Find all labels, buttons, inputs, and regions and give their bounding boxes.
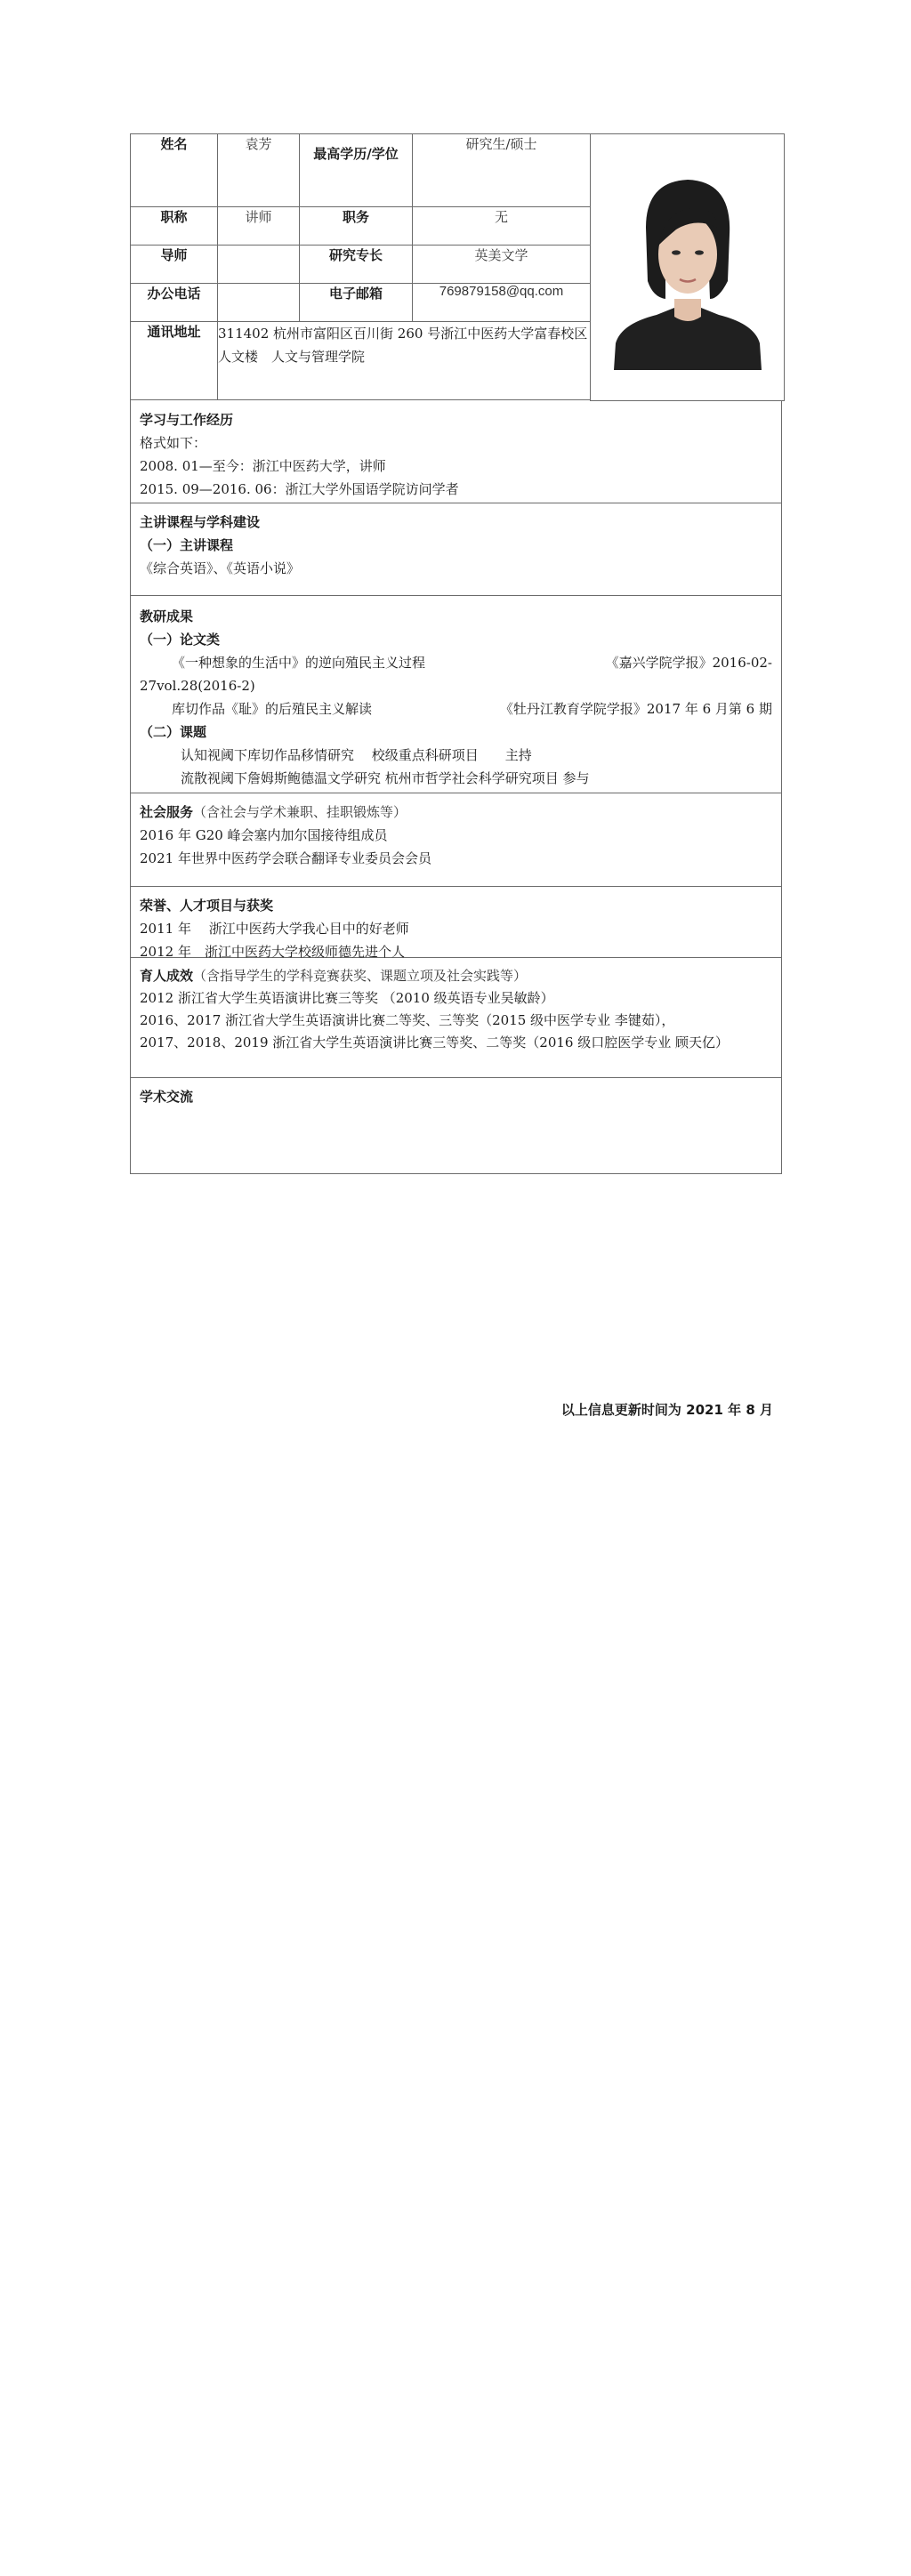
papers-subtitle: （一）论文类 — [140, 632, 221, 648]
name-label: 姓名 — [131, 134, 218, 207]
research-value: 英美文学 — [413, 246, 591, 284]
experience-title: 学习与工作经历 — [140, 412, 234, 428]
education-note: （含指导学生的学科竞赛获奖、课题立项及社会实践等） — [193, 968, 528, 984]
position-label: 职务 — [300, 207, 413, 246]
paper-journal: 《嘉兴学院学报》2016-02- — [605, 655, 772, 671]
experience-line: 格式如下： — [140, 435, 207, 451]
paper-journal: 《牡丹江教育学院学报》2017 年 6 月第 6 期 — [499, 701, 772, 717]
phone-label: 办公电话 — [131, 284, 218, 322]
project-item: 流散视阈下詹姆斯鲍德温文学研究 杭州市哲学社会科学研究项目 参与 — [181, 770, 590, 786]
service-title: 社会服务 — [140, 804, 194, 820]
research-results-title: 教研成果 — [140, 608, 194, 624]
education-section — [130, 958, 782, 1078]
project-item: 认知视阈下库切作品移情研究 校级重点科研项目 主持 — [181, 747, 532, 763]
exchange-title: 学术交流 — [140, 1089, 194, 1105]
paper-title: 库切作品《耻》的后殖民主义解读 — [172, 701, 373, 717]
name-value: 袁芳 — [218, 134, 300, 207]
title-value: 讲师 — [218, 207, 300, 246]
research-results-section — [130, 596, 782, 793]
address-label: 通讯地址 — [131, 322, 218, 400]
resume-sheet — [130, 133, 784, 1174]
portrait-photo — [591, 165, 784, 370]
paper-row — [140, 697, 772, 720]
courses-list: 《综合英语》、《英语小说》 — [140, 560, 301, 576]
email-value: 769879158@qq.com — [413, 284, 591, 322]
courses-section — [130, 503, 782, 596]
honor-line: 2012 年 浙江中医药大学校级师德先进个人 — [140, 944, 405, 960]
service-section — [130, 793, 782, 887]
update-note: 以上信息更新时间为 2021 年 8 月 — [560, 1402, 773, 1418]
paper-journal-continued: 27vol.28(2016-2) — [140, 678, 255, 694]
service-note: （含社会与学术兼职、挂职锻炼等） — [193, 804, 407, 820]
honor-line: 2011 年 浙江中医药大学我心目中的好老师 — [140, 921, 409, 937]
address-value: 311402 杭州市富阳区百川街 260 号浙江中医药大学富春校区人文楼 人文与管理学院 — [218, 322, 591, 400]
position-value: 无 — [413, 207, 591, 246]
projects-subtitle: （二）课题 — [140, 724, 207, 740]
experience-line: 2015. 09—2016. 06：浙江大学外国语学院访问学者 — [140, 481, 459, 497]
supervisor-value — [218, 246, 300, 284]
service-line: 2021 年世界中医药学会联合翻译专业委员会会员 — [140, 850, 431, 866]
experience-section — [130, 401, 782, 503]
honors-title: 荣誉、人才项目与获奖 — [140, 898, 274, 914]
experience-line: 2008. 01—至今：浙江中医药大学，讲师 — [140, 458, 386, 474]
research-label: 研究专长 — [300, 246, 413, 284]
title-label: 职称 — [131, 207, 218, 246]
honors-section — [130, 887, 782, 958]
courses-subtitle: （一）主讲课程 — [140, 537, 234, 553]
photo-cell — [591, 134, 785, 401]
education-line: 2017、2018、2019 浙江省大学生英语演讲比赛三等奖、二等奖（2016 级口腔医学专业 顾天亿） — [140, 1034, 730, 1051]
service-line: 2016 年 G20 峰会塞内加尔国接待组成员 — [140, 827, 388, 843]
paper-row — [140, 651, 772, 674]
profile-table — [130, 133, 785, 401]
courses-title: 主讲课程与学科建设 — [140, 514, 261, 530]
education-title: 育人成效 — [140, 968, 194, 984]
exchange-section — [130, 1078, 782, 1174]
supervisor-label: 导师 — [131, 246, 218, 284]
degree-label: 最高学历/学位 — [300, 134, 413, 207]
education-line: 2012 浙江省大学生英语演讲比赛三等奖 （2010 级英语专业吴敏龄） — [140, 990, 554, 1006]
phone-value — [218, 284, 300, 322]
degree-value: 研究生/硕士 — [413, 134, 591, 207]
education-line: 2016、2017 浙江省大学生英语演讲比赛二等奖、三等奖（2015 级中医学专业 李键茹）， — [140, 1012, 675, 1028]
email-label: 电子邮箱 — [300, 284, 413, 322]
paper-title: 《一种想象的生活中》的逆向殖民主义过程 — [172, 655, 426, 671]
